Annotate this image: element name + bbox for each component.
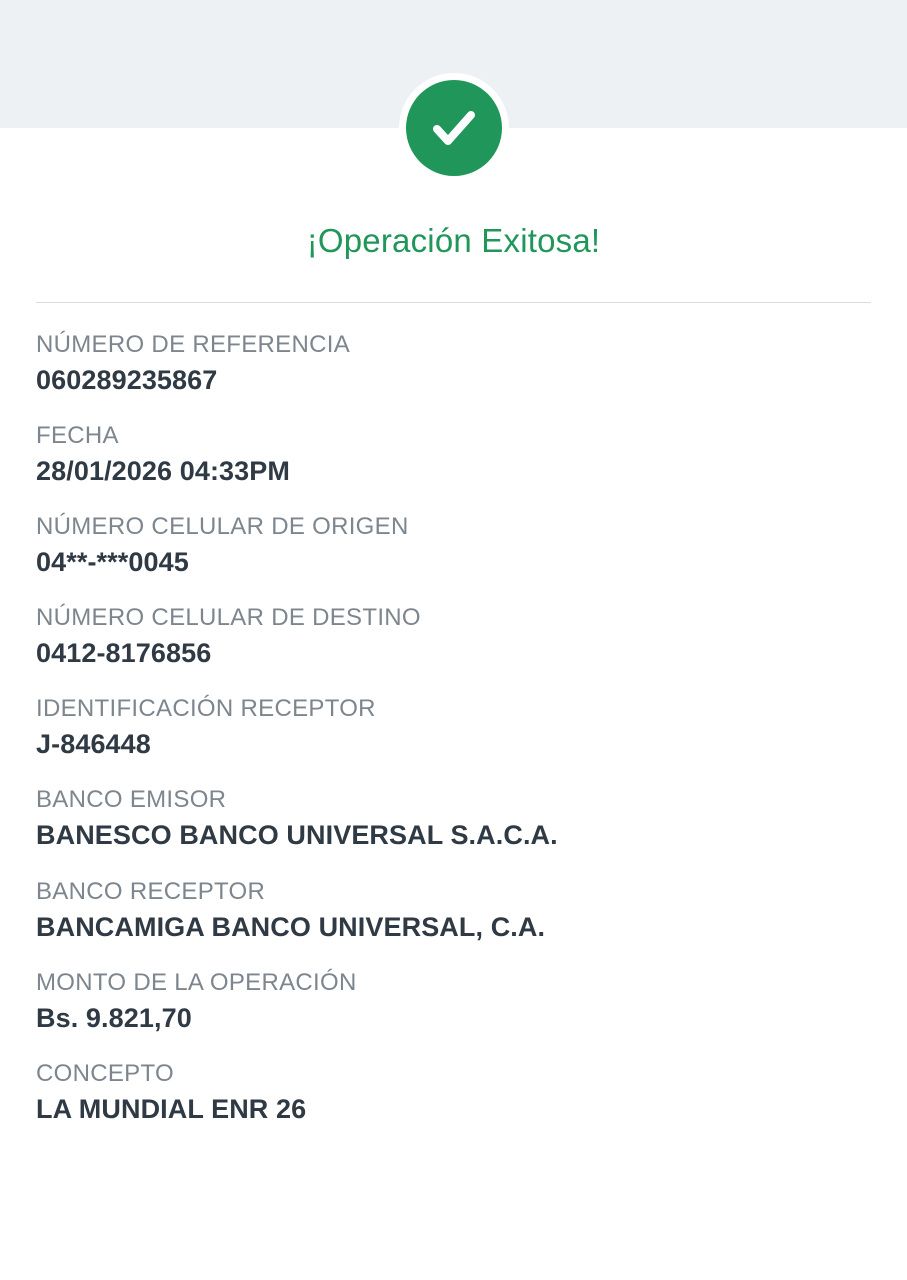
field-value: LA MUNDIAL ENR 26 xyxy=(36,1093,307,1124)
field-value: 060289235867 xyxy=(36,365,218,395)
success-title: ¡Operación Exitosa! xyxy=(306,222,601,259)
field-value: Bs. 9.821,70 xyxy=(36,1002,192,1033)
field-value: 0412-8176856 xyxy=(36,638,212,669)
field-label: IDENTIFICACIÓN RECEPTOR xyxy=(36,695,376,723)
receipt-field xyxy=(36,330,876,398)
receipt-field xyxy=(36,785,876,853)
receipt-field xyxy=(36,877,876,945)
field-value: 28/01/2026 04:33PM xyxy=(36,456,290,487)
receipt-field xyxy=(36,512,876,580)
field-value: BANESCO BANCO UNIVERSAL S.A.C.A. xyxy=(36,820,558,851)
field-label: NÚMERO DE REFERENCIA xyxy=(36,331,351,358)
field-label: CONCEPTO xyxy=(36,1059,174,1087)
success-icon-badge xyxy=(399,73,509,183)
field-value: 04**-***0045 xyxy=(36,547,189,578)
field-label: MONTO DE LA OPERACIÓN xyxy=(36,968,357,996)
check-circle-icon xyxy=(406,80,502,176)
field-label: NÚMERO CELULAR DE ORIGEN xyxy=(36,513,409,541)
receipt-field xyxy=(36,421,876,489)
receipt-field-list xyxy=(36,330,876,1150)
field-value: BANCAMIGA BANCO UNIVERSAL, C.A. xyxy=(36,911,546,942)
field-label: NÚMERO CELULAR DE DESTINO xyxy=(36,604,421,632)
receipt-field xyxy=(36,694,876,762)
receipt-field xyxy=(36,603,876,671)
receipt-field xyxy=(36,1059,876,1127)
field-value: J-846448 xyxy=(36,729,151,760)
receipt-field xyxy=(36,968,876,1036)
divider xyxy=(36,302,871,303)
field-label: FECHA xyxy=(36,422,119,450)
field-label: BANCO EMISOR xyxy=(36,786,227,814)
field-label: BANCO RECEPTOR xyxy=(36,877,266,905)
